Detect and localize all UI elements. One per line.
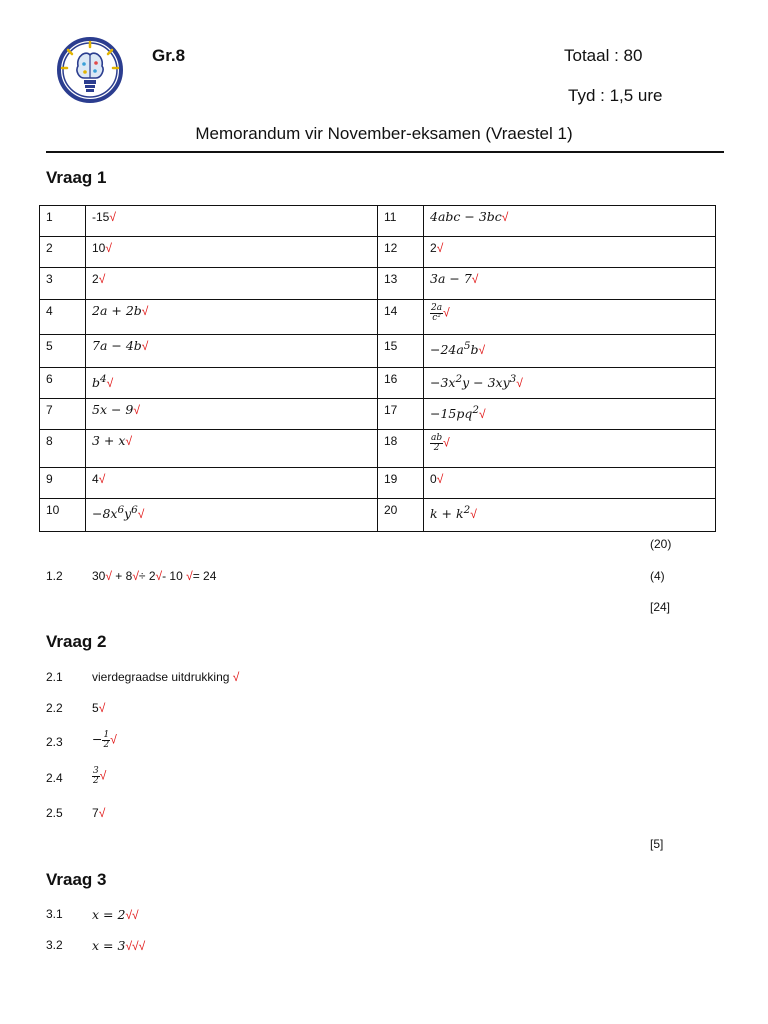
answer-cell [424, 268, 716, 300]
question-2-heading: Vraag 2 [46, 632, 107, 651]
item-number: 2.2 [46, 701, 63, 715]
table-row [40, 237, 716, 268]
check-mark: √ [443, 305, 450, 320]
item-number: 3 [40, 268, 86, 300]
answer-cell [424, 206, 716, 237]
list-item: 2.3 − $\frac{1}{2}$ √ [46, 730, 117, 750]
check-mark: √ [105, 241, 112, 255]
check-mark: √ [141, 304, 149, 318]
item-number: 19 [378, 468, 424, 499]
check-mark: √ [99, 768, 107, 783]
answer-value: 10 [92, 241, 106, 255]
answer-value: vierdegraadse uitdrukking [92, 670, 233, 684]
answer-value: 7a − 4b [92, 338, 142, 353]
q1-2-row [0, 569, 768, 585]
exam-time: Tyd : 1,5 ure [568, 86, 663, 105]
check-mark: √ [516, 376, 523, 391]
answer-value: 2a + 2b [92, 303, 142, 318]
item-number: 4 [40, 300, 86, 335]
answer-cell: $-8x^6y^6√$ [86, 499, 378, 532]
answer-cell [86, 430, 378, 468]
table-row [40, 206, 716, 237]
check-mark: √ [106, 376, 114, 391]
item-number: 10 [40, 499, 86, 532]
answer-cell: $b^4√$ [86, 368, 378, 399]
fraction: $\frac{ab}{2}$ [431, 433, 443, 453]
answer-value: 4 [92, 472, 99, 486]
q1-subtotal: (20) [650, 537, 672, 551]
fraction: $\frac{3}{2}$ [93, 766, 99, 786]
check-mark: √ [98, 806, 106, 820]
answer-value: 7 [92, 806, 99, 820]
answer-value: 4abc − 3bc [430, 209, 502, 224]
check-mark: √ [436, 241, 444, 255]
item-number: 2.1 [46, 670, 63, 684]
answer-cell [424, 468, 716, 499]
item-number: 20 [378, 499, 424, 532]
item-number: 15 [378, 335, 424, 368]
item-number: 1.2 [46, 569, 63, 583]
answer-value: 2 [92, 272, 99, 286]
table-row [40, 335, 716, 368]
check-mark: √ [133, 403, 140, 417]
grade-label: Gr.8 [152, 46, 186, 65]
item-number: 18 [378, 430, 424, 468]
answer-value: 2 [430, 241, 437, 255]
answer-cell [86, 399, 378, 430]
check-mark: √√√ [125, 939, 146, 953]
check-mark: √ [470, 507, 477, 522]
document-title: Memorandum vir November-eksamen (Vraestel 1) [195, 124, 573, 143]
table-row [40, 430, 716, 468]
q1-2-marks: (4) [650, 569, 665, 583]
item-number: 5 [40, 335, 86, 368]
answer-cell [424, 300, 716, 335]
question-1-answer-table [39, 205, 716, 532]
check-mark: √ [125, 434, 133, 448]
table-row [40, 468, 716, 499]
answer-value: 3a − 7 [430, 271, 472, 286]
question-3-heading: Vraag 3 [46, 870, 107, 889]
answer-value: x = 3 [92, 938, 126, 953]
answer-value: 0 [430, 472, 437, 486]
check-mark: √ [137, 507, 145, 522]
answer-cell [86, 468, 378, 499]
check-mark: √ [478, 343, 486, 358]
list-item [0, 806, 768, 822]
check-mark: √ [109, 210, 116, 224]
item-number: 1 [40, 206, 86, 237]
table-row [40, 268, 716, 300]
check-mark: √ [501, 210, 509, 224]
item-number: 8 [40, 430, 86, 468]
check-mark: √ [110, 732, 117, 747]
answer-value: 3 + x [92, 433, 126, 448]
check-mark: √ [436, 472, 444, 486]
item-number: 9 [40, 468, 86, 499]
item-number: 2.4 [46, 771, 63, 785]
item-number: 2 [40, 237, 86, 268]
answer-cell [86, 300, 378, 335]
item-number: 13 [378, 268, 424, 300]
fraction: $\frac{2a}{\text{c²}}$ [431, 303, 443, 323]
item-number: 3.1 [46, 907, 63, 921]
answer-cell: $k + k^2√$ [424, 499, 716, 532]
table-row [40, 399, 716, 430]
answer-cell: $-15pq^2√$ [424, 399, 716, 430]
check-mark: √ [471, 272, 479, 286]
answer-value: x = 2 [92, 907, 126, 922]
check-mark: √ [443, 435, 450, 450]
item-number: 17 [378, 399, 424, 430]
total-marks: Totaal : 80 [564, 46, 643, 65]
list-item [0, 701, 768, 717]
item-number: 3.2 [46, 938, 63, 952]
answer-cell [86, 237, 378, 268]
answer-value: 5 [92, 701, 99, 715]
table-row [40, 300, 716, 335]
check-mark: √√ [125, 908, 139, 922]
item-number: 7 [40, 399, 86, 430]
item-number: 2.5 [46, 806, 63, 820]
check-mark: √ [98, 272, 106, 286]
check-mark: √ [98, 701, 106, 715]
check-mark: √ [479, 407, 486, 422]
item-number: 14 [378, 300, 424, 335]
item-number: 6 [40, 368, 86, 399]
list-item [0, 938, 768, 954]
title-divider [46, 151, 724, 153]
q1-total: [24] [650, 600, 671, 614]
answer-cell [86, 268, 378, 300]
answer-value: 5x − 9 [92, 402, 134, 417]
item-number: 12 [378, 237, 424, 268]
answer-cell [86, 335, 378, 368]
check-mark: √ [98, 472, 106, 486]
list-item [0, 670, 768, 686]
item-number: 2.3 [46, 735, 63, 749]
fraction: $\frac{1}{2}$ [103, 730, 110, 750]
list-item [0, 767, 768, 789]
item-number: 16 [378, 368, 424, 399]
question-1-heading: Vraag 1 [46, 168, 107, 187]
answer-value: 30√ + 8√÷ 2√- 10 √= 24 [92, 569, 217, 583]
item-number: 11 [378, 206, 424, 237]
list-item [0, 907, 768, 923]
check-mark: √ [232, 670, 240, 684]
answer-cell [424, 237, 716, 268]
table-row [40, 368, 716, 399]
answer-value: -15 [92, 210, 110, 224]
q2-total: [5] [650, 837, 664, 851]
answer-cell: $-3x^2y - 3xy^3√$ [424, 368, 716, 399]
school-logo [48, 36, 132, 106]
answer-cell [86, 206, 378, 237]
answer-cell [424, 430, 716, 468]
table-row [40, 499, 716, 532]
check-mark: √ [141, 339, 149, 353]
answer-cell: $-24a^5b√$ [424, 335, 716, 368]
